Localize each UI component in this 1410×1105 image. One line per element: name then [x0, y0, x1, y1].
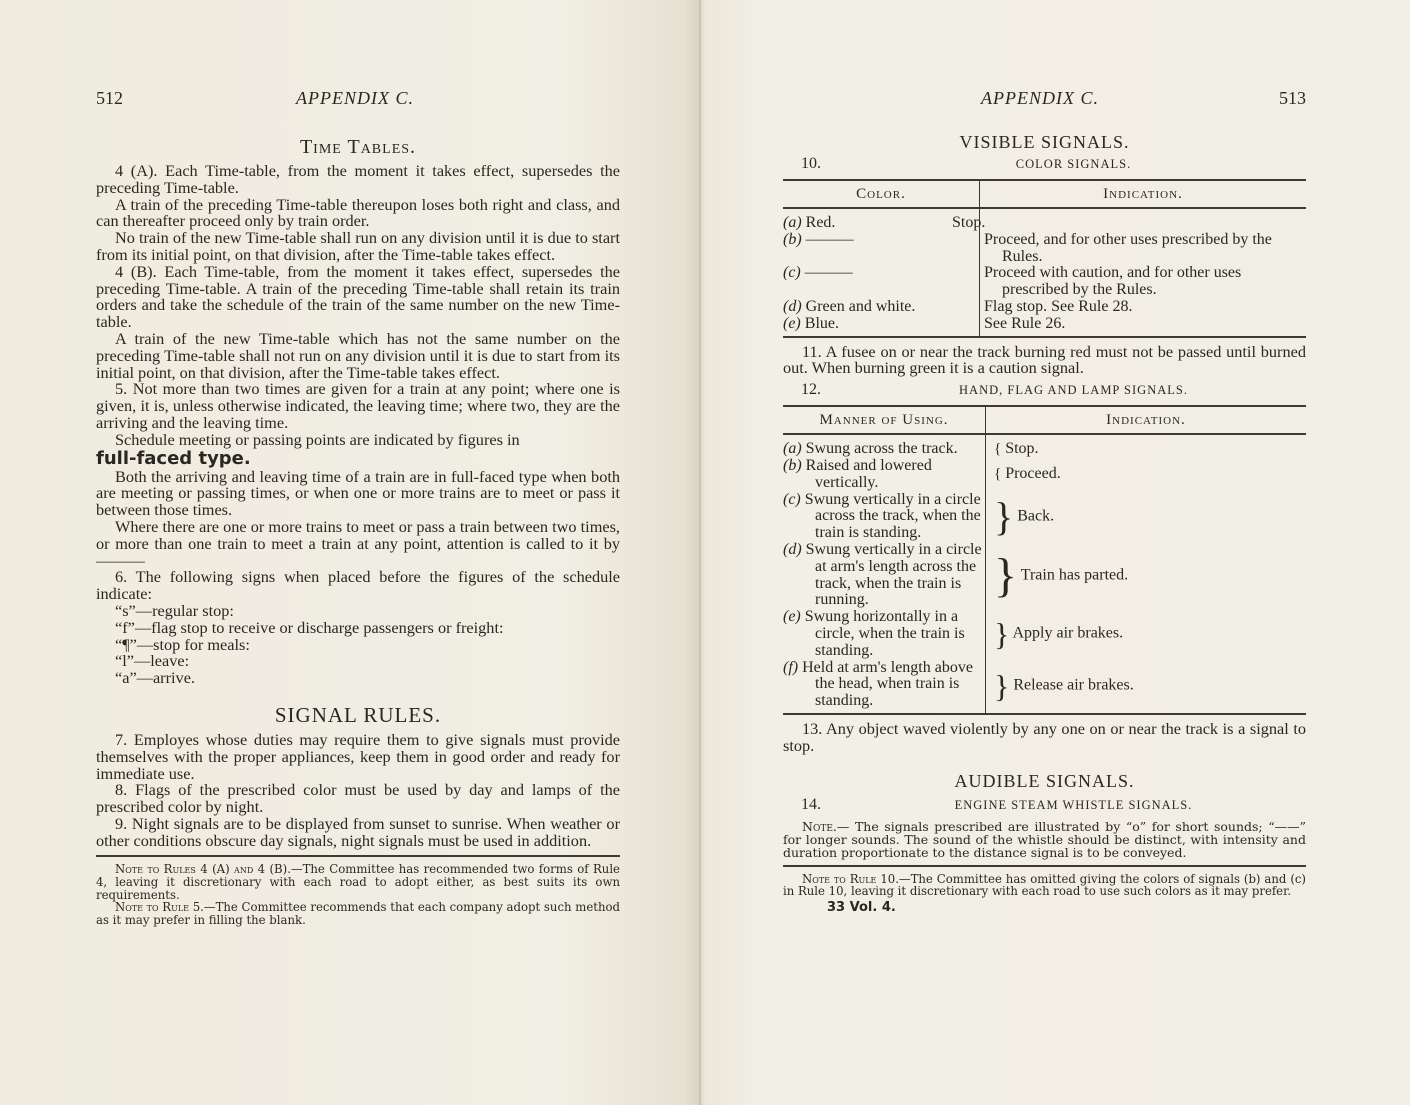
- row-label: (d): [783, 540, 802, 558]
- brace-icon: {: [994, 466, 1002, 483]
- row-label: (b): [783, 230, 802, 248]
- sign-item: “¶”—stop for meals:: [115, 634, 250, 654]
- sign-item: “f”—flag stop to receive or discharge passengers or freight:: [115, 617, 504, 637]
- footnote-label: Note to Rule 5.: [115, 900, 204, 915]
- indication-value: Stop.: [1005, 440, 1039, 458]
- color-value: Red.: [805, 214, 836, 231]
- paragraph: A train of the new Time-table which has not the same number on the preceding Time-table shall not run on any division until it is due to start from its initial point, on that division, after the Time-table takes effect.: [96, 328, 620, 382]
- running-title: APPENDIX C.: [981, 88, 1099, 108]
- running-head-left: [96, 88, 620, 112]
- sign-item: “s”—regular stop:: [115, 600, 234, 620]
- row-label: (c): [783, 264, 801, 282]
- color-value: ———: [805, 230, 854, 248]
- section-title-visible-signals: VISIBLE SIGNALS.: [959, 132, 1130, 152]
- table-row: [783, 316, 1306, 336]
- rule-12-heading: [783, 381, 1306, 399]
- table-row: [783, 299, 1306, 316]
- column-header-manner: Manner of Using.: [783, 406, 986, 434]
- sign-item: “l”—leave:: [115, 651, 190, 671]
- paragraph: A train of the preceding Time-table thereupon loses both right and class, and can thereafter proceed only by train order.: [96, 194, 620, 231]
- rule-13: 13. Any object waved violently by any one on or near the track is a signal to stop.: [783, 718, 1306, 755]
- row-label: (b): [783, 456, 802, 474]
- rule-subtitle: COLOR SIGNALS.: [1015, 157, 1132, 171]
- row-label: (e): [783, 608, 801, 626]
- indication-value: Proceed, and for other uses prescribed by the Rules.: [984, 230, 1272, 265]
- paragraph: Schedule meeting or passing points are indicated by figures in: [115, 429, 520, 449]
- row-label: (c): [783, 490, 801, 508]
- hand-flag-lamp-signals-table: [783, 405, 1306, 713]
- brace-icon: }: [994, 548, 1018, 602]
- indication-value: Proceed with caution, and for other uses prescribed by the Rules.: [984, 264, 1242, 299]
- paragraph: 9. Night signals are to be displayed from sunset to sunrise. When weather or other conditions obscure day signals, night signals must be used in addition.: [96, 813, 620, 850]
- paragraph: 4 (A). Each Time-table, from the moment it takes effect, supersedes the preceding Time-table.: [96, 161, 620, 197]
- table-row: [783, 215, 1306, 232]
- row-label: (d): [783, 297, 802, 315]
- paragraph: 8. Flags of the prescribed color must be used by day and lamps of the prescribed color by night.: [96, 780, 620, 817]
- column-header-indication: Indication.: [1106, 412, 1186, 429]
- row-label: (a): [783, 440, 802, 458]
- indication-value: Apply air brakes.: [1012, 625, 1124, 642]
- indication-value: Release air brakes.: [1013, 676, 1134, 694]
- page-number: 513: [1279, 88, 1306, 108]
- footnote-text: —The Committee has omitted giving the colors of signals (b) and (c) in Rule 10, leaving it discretionary with each road to use such colors as it may prefer.: [783, 871, 1306, 899]
- rule-number: 10.: [801, 155, 821, 172]
- rule-number: 12.: [801, 381, 821, 399]
- indication-value: Back.: [1017, 507, 1055, 525]
- indication-value: See Rule 26.: [984, 314, 1066, 332]
- rule-14-heading: [783, 796, 1306, 814]
- paragraph: No train of the new Time-table shall run on any division until it is due to start from its initial point, on that division, after the Time-table takes effect.: [96, 228, 620, 264]
- rule-number: 14.: [801, 795, 821, 813]
- indication-value: Stop.: [952, 214, 986, 231]
- indication-value: Proceed.: [1005, 465, 1061, 483]
- row-label: (a): [783, 214, 802, 231]
- paragraph: Where there are one or more trains to meet or pass a train between two times, or more than one train to meet a train at any point, attention is called to it by ———: [96, 516, 620, 570]
- footnote-label: Note to Rule 10.: [802, 871, 899, 886]
- rule-subtitle: ENGINE STEAM WHISTLE SIGNALS.: [954, 797, 1193, 812]
- section-title-time-tables: Time Tables.: [299, 136, 417, 158]
- table-row: [783, 441, 1306, 458]
- table-row: [783, 609, 1306, 659]
- sign-item: “a”—arrive.: [115, 668, 195, 688]
- paragraph: Both the arriving and leaving time of a train are in full-faced type when both are meeting or passing times, or when one or more trains are to meet or pass it between those times.: [96, 466, 620, 520]
- column-header-color: Color.: [783, 180, 980, 208]
- color-value: Green and white.: [805, 297, 916, 315]
- brace-icon: }: [994, 493, 1014, 539]
- footnote-text: —The Committee has recommended two forms of Rule 4, leaving it discretionary with each road to adopt either, as best suits its own requirements.: [96, 862, 620, 902]
- color-value: Blue.: [804, 314, 839, 332]
- manner-value: Swung vertically in a circle at arm's length across the track, when the train is running.: [805, 540, 982, 609]
- note-text: — The signals prescribed are illustrated by “o” for short sounds; “——” for longer sounds. The sound of the whistle should be distinct, with intensity and duration proportionate to the distance signal is to be conveyed.: [783, 818, 1306, 860]
- paragraph: 6. The following signs when placed before the figures of the schedule indicate:: [96, 567, 620, 604]
- section-title-audible-signals: AUDIBLE SIGNALS.: [954, 770, 1135, 791]
- manner-value: Swung across the track.: [805, 440, 958, 458]
- indication-value: Flag stop. See Rule 28.: [984, 297, 1133, 315]
- manner-value: Swung vertically in a circle across the track, when the train is standing.: [804, 490, 981, 542]
- manner-value: Raised and lowered vertically.: [805, 456, 932, 491]
- row-label: (e): [783, 314, 801, 332]
- note-label: Note.: [802, 818, 837, 834]
- table-bottom-rule: [783, 336, 1306, 338]
- table-row: [783, 542, 1306, 609]
- running-head-right: [783, 88, 1306, 112]
- full-faced-type-sample: full-faced type.: [96, 447, 251, 469]
- paragraph: 7. Employes whose duties may require them to give signals must provide themselves with the proper appliances, keep them in good order and ready for immediate use.: [96, 729, 620, 783]
- rule-11: 11. A fusee on or near the track burning red must not be passed until burned out. When burning green it is a caution signal.: [783, 341, 1306, 378]
- table-bottom-rule: [783, 713, 1306, 715]
- table-row: [783, 265, 1306, 299]
- book-gutter: [699, 0, 701, 1105]
- color-signals-table: [783, 179, 1306, 336]
- manner-value: Swung horizontally in a circle, when the train is standing.: [804, 608, 965, 659]
- left-page: [96, 88, 620, 926]
- footnote: [783, 873, 1306, 898]
- signature-mark: 33 Vol. 4.: [827, 899, 896, 915]
- footnote: [96, 863, 620, 901]
- table-row: [783, 492, 1306, 542]
- paragraph: 5. Not more than two times are given for a train at any point; where one is given, it is, unless otherwise indicated, the leaving time; where two, they are the arriving and the leaving time.: [96, 379, 620, 432]
- footnote-divider: [96, 855, 620, 857]
- whistle-note: [783, 820, 1306, 859]
- footnote: [96, 901, 620, 926]
- table-row: [783, 232, 1306, 266]
- color-value: ———: [804, 264, 853, 282]
- footnote-label: Note to Rules 4 (A) and 4 (B).: [115, 862, 291, 877]
- right-page: [783, 88, 1306, 915]
- table-row: [783, 458, 1306, 492]
- brace-icon: {: [994, 441, 1002, 458]
- column-header-indication: Indication.: [1103, 186, 1183, 202]
- rule-subtitle: HAND, FLAG AND LAMP SIGNALS.: [959, 383, 1188, 398]
- brace-icon: }: [994, 668, 1010, 705]
- table-row: [783, 660, 1306, 713]
- page-number: 512: [96, 88, 123, 108]
- paragraph: 4 (B). Each Time-table, from the moment it takes effect, supersedes the preceding Time-table. A train of the preceding Time-table shall retain its train orders and take the schedule of the train of the same number on the new Time-table.: [96, 261, 620, 332]
- row-label: (f): [783, 658, 799, 676]
- footnote-divider: [783, 865, 1306, 867]
- brace-icon: }: [994, 616, 1010, 653]
- indication-value: Train has parted.: [1020, 566, 1129, 584]
- rule-10-heading: [783, 155, 1306, 173]
- footnote-text: —The Committee recommends that each company adopt such method as it may prefer in filling the blank.: [96, 900, 620, 927]
- running-title: APPENDIX C.: [296, 88, 414, 108]
- manner-value: Held at arm's length above the head, when train is standing.: [802, 658, 973, 710]
- section-title-signal-rules: SIGNAL RULES.: [274, 702, 442, 727]
